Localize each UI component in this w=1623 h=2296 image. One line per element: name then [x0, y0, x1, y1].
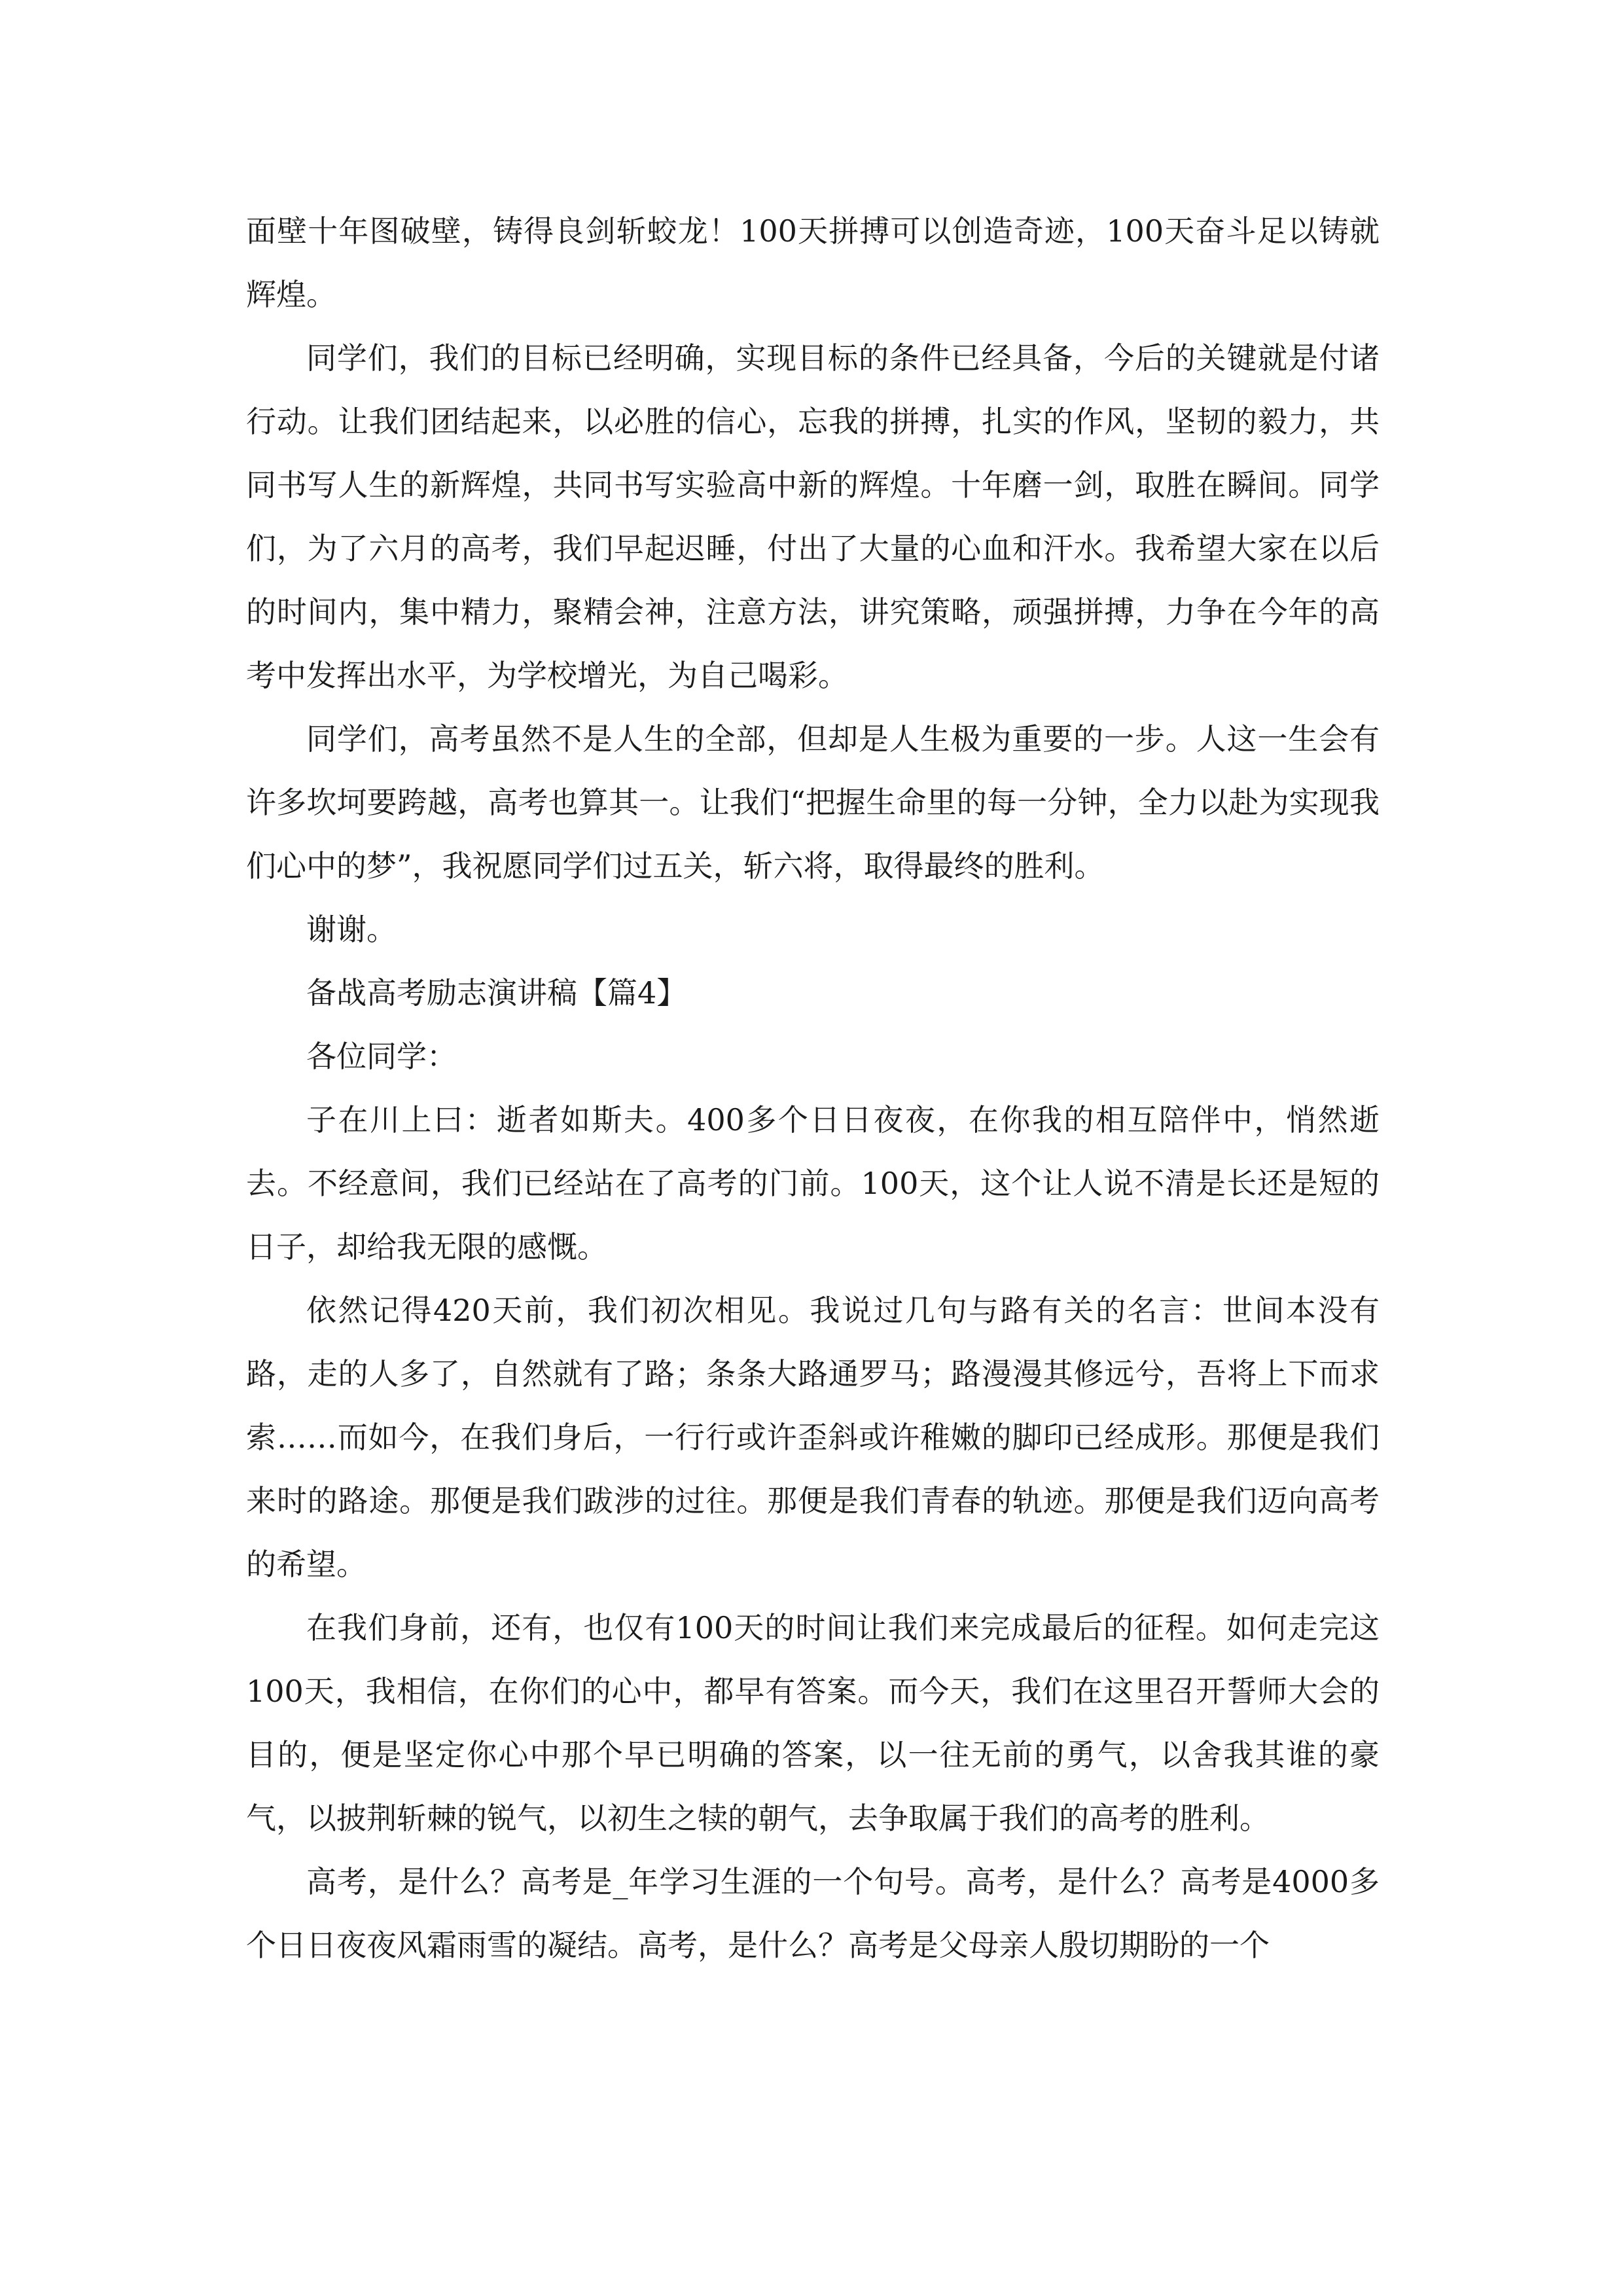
- closing-thanks: 谢谢。: [306, 912, 397, 947]
- paragraph: 面壁十年图破壁，铸得良剑斩蛟龙！100天拼搏可以创造奇迹，100天奋斗足以铸就辉煌。: [246, 213, 1380, 312]
- paragraph: 在我们身前，还有，也仅有100天的时间让我们来完成最后的征程。如何走完这100天，我相信，在你们的心中，都早有答案。而今天，我们在这里召开誓师大会的目的，便是坚定你心中那个早已明确的答案，以一往无前的勇气，以舍我其谁的豪气，以披荆斩棘的锐气，以初生之犊的朝气，去争取属于我们的高考的胜利。: [246, 1610, 1380, 1836]
- paragraph: 同学们，高考虽然不是人生的全部，但却是人生极为重要的一步。人这一生会有许多坎坷要跨越，高考也算其一。让我们“把握生命里的每一分钟，全力以赴为实现我们心中的梦”，我祝愿同学们过五关，斩六将，取得最终的胜利。: [246, 721, 1380, 884]
- paragraph: 子在川上曰：逝者如斯夫。400多个日日夜夜，在你我的相互陪伴中，悄然逝去。不经意间，我们已经站在了高考的门前。100天，这个让人说不清是长还是短的日子，却给我无限的感慨。: [246, 1102, 1380, 1265]
- section-heading: 备战高考励志演讲稿【篇4】: [306, 975, 687, 1011]
- paragraph: 依然记得420天前，我们初次相见。我说过几句与路有关的名言：世间本没有路，走的人多了，自然就有了路；条条大路通罗马；路漫漫其修远兮，吾将上下而求索……而如今，在我们身后，一行行或许歪斜或许稚嫩的脚印已经成形。那便是我们来时的路途。那便是我们跋涉的过往。那便是我们青春的轨迹。那便是我们迈向高考的希望。: [246, 1293, 1380, 1582]
- paragraph: 同学们，我们的目标已经明确，实现目标的条件已经具备，今后的关键就是付诸行动。让我们团结起来，以必胜的信心，忘我的拼搏，扎实的作风，坚韧的毅力，共同书写人生的新辉煌，共同书写实验高中新的辉煌。十年磨一剑，取胜在瞬间。同学们，为了六月的高考，我们早起迟睡，付出了大量的心血和汗水。我希望大家在以后的时间内，集中精力，聚精会神，注意方法，讲究策略，顽强拼搏，力争在今年的高考中发挥出水平，为学校增光，为自己喝彩。: [246, 340, 1380, 693]
- paragraph: 高考，是什么？高考是_年学习生涯的一个句号。高考，是什么？高考是4000多个日日夜夜风霜雨雪的凝结。高考，是什么？高考是父母亲人殷切期盼的一个: [246, 1864, 1380, 1963]
- salutation: 各位同学：: [306, 1039, 457, 1074]
- document-body: [246, 200, 1380, 1977]
